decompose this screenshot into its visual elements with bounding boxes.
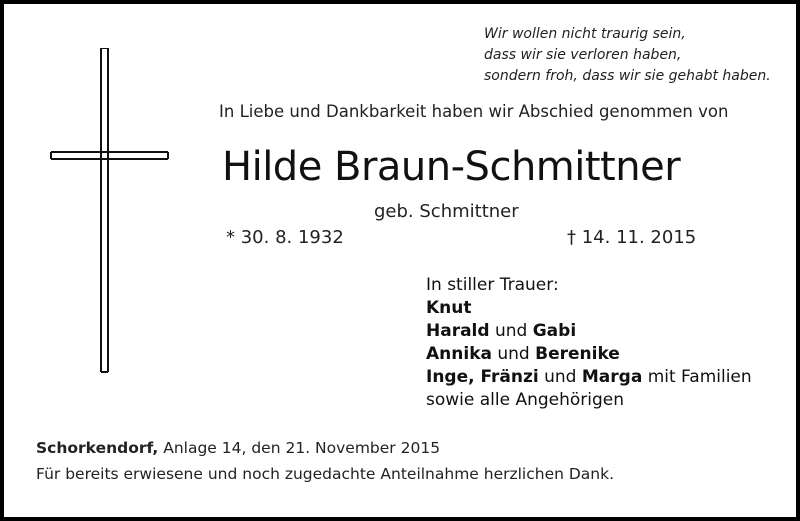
death-date: † 14. 11. 2015 bbox=[567, 227, 697, 248]
thanks-text: Für bereits erwiesene und noch zugedachte Anteilnahme herzlichen Dank. bbox=[36, 465, 615, 483]
mourner-name: Harald bbox=[426, 321, 490, 341]
mourners-heading: In stiller Trauer: bbox=[426, 275, 559, 295]
address-date: Anlage 14, den 21. November 2015 bbox=[163, 439, 441, 457]
mourner-name: Inge, Fränzi bbox=[426, 367, 539, 387]
intro-text: In Liebe und Dankbarkeit haben wir Abschied genommen von bbox=[219, 102, 729, 121]
maiden-name: geb. Schmittner bbox=[374, 201, 519, 222]
conjunction: und bbox=[494, 321, 528, 341]
mourners-block bbox=[426, 274, 752, 412]
mourner-line bbox=[426, 320, 752, 343]
mourner-line bbox=[426, 343, 752, 366]
cross-icon bbox=[50, 48, 170, 374]
quote-line: sondern froh, dass wir sie gehabt haben. bbox=[484, 68, 771, 84]
obituary-card bbox=[4, 4, 796, 517]
mourner-line bbox=[426, 366, 752, 389]
place-and-date bbox=[36, 439, 440, 457]
quote-line: Wir wollen nicht traurig sein, bbox=[484, 26, 686, 42]
memorial-quote bbox=[484, 24, 771, 87]
mourner-line: sowie alle Angehörigen bbox=[426, 390, 625, 410]
mourner-line bbox=[426, 297, 752, 320]
place-name: Schorkendorf, bbox=[36, 439, 159, 457]
conjunction: und bbox=[544, 367, 577, 387]
quote-line: dass wir sie verloren haben, bbox=[484, 47, 682, 63]
birth-date: * 30. 8. 1932 bbox=[226, 227, 344, 248]
deceased-name: Hilde Braun-Schmittner bbox=[222, 144, 681, 190]
mourner-name: Berenike bbox=[535, 344, 620, 364]
mourner-name: Knut bbox=[426, 298, 472, 318]
mourner-suffix: mit Familien bbox=[647, 367, 752, 387]
mourner-name: Marga bbox=[581, 367, 643, 387]
conjunction: und bbox=[497, 344, 530, 364]
mourner-name: Gabi bbox=[532, 321, 577, 341]
mourner-name: Annika bbox=[426, 344, 492, 364]
